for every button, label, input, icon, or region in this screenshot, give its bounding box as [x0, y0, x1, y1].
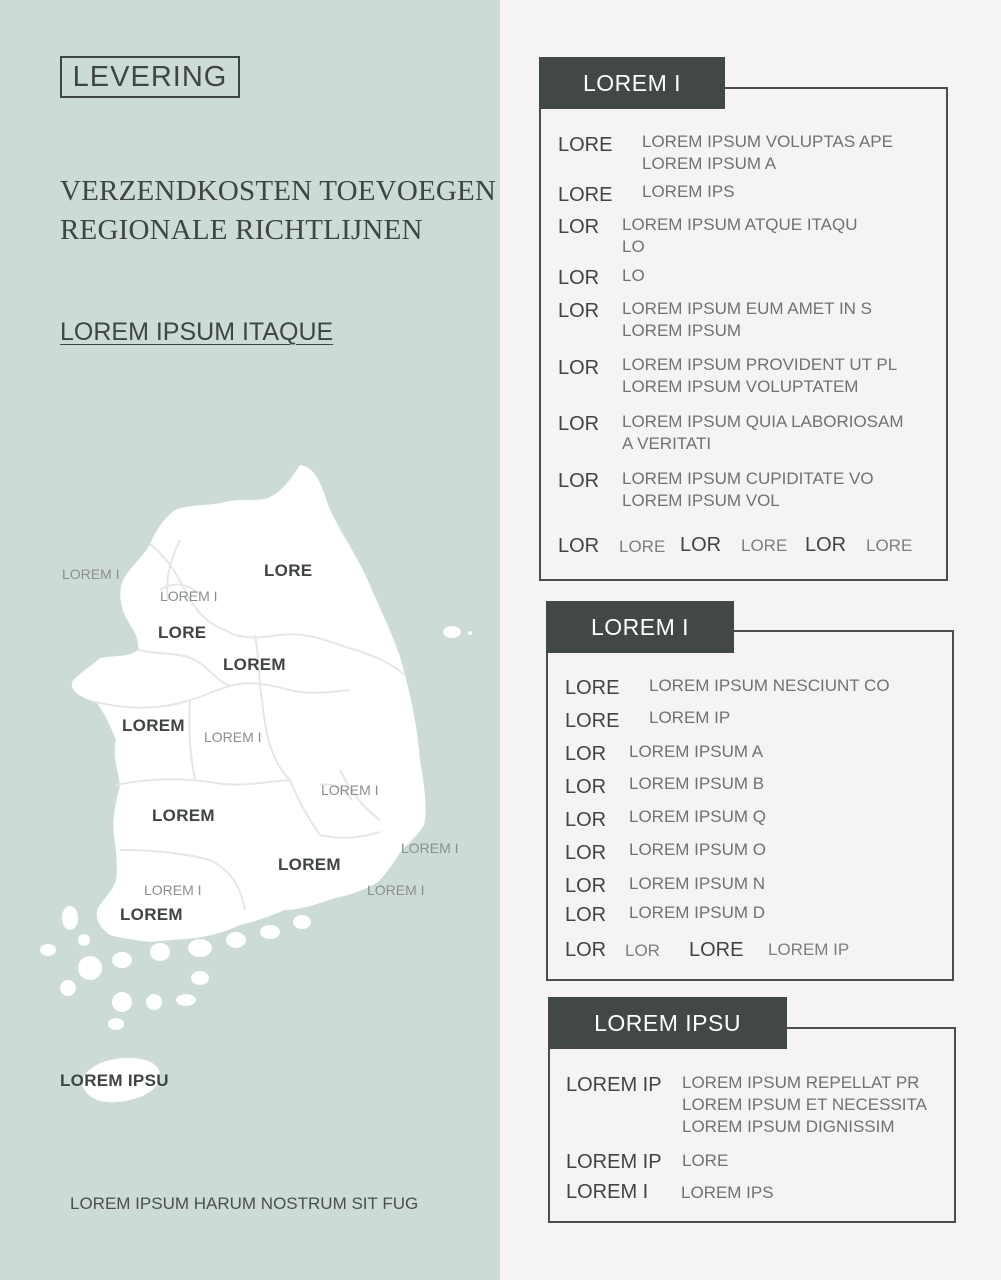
- map-label: LOREM I: [367, 882, 425, 898]
- map-label: LORE: [264, 561, 313, 580]
- row-key: LORE: [565, 710, 620, 732]
- row-value: LO: [622, 237, 645, 256]
- row-value: LOREM IPSUM ATQUE ITAQU: [622, 215, 858, 234]
- row-value: LOREM IPSUM O: [629, 840, 766, 859]
- row-value: LOREM IPSUM DIGNISSIM: [682, 1117, 895, 1136]
- headline-line-2: REGIONALE RICHTLIJNEN: [60, 214, 423, 246]
- row-value: A VERITATI: [622, 434, 712, 453]
- row-value: LOREM IPSUM CUPIDITATE VO: [622, 469, 874, 488]
- row-value: LORE: [741, 536, 788, 555]
- row-key: LOR: [558, 216, 600, 238]
- row-key: LOR: [805, 534, 847, 556]
- map-label: LOREM IPSU: [60, 1071, 169, 1090]
- row-value: LOREM IPSUM REPELLAT PR: [682, 1073, 920, 1092]
- map-label: LOREM I: [321, 782, 379, 798]
- row-value: LOREM IPSUM VOL: [622, 491, 780, 510]
- map-label: LOREM I: [62, 566, 120, 582]
- row-value: LOREM IPSUM NESCIUNT CO: [649, 676, 890, 695]
- row-key: LOREM I: [566, 1181, 649, 1203]
- row-value: LOREM IPSUM: [622, 321, 742, 340]
- card-1-tab: LOREM I: [539, 57, 725, 109]
- row-key: LOR: [565, 743, 607, 765]
- category-tag: LEVERING: [60, 56, 240, 98]
- row-key: LOREM IP: [566, 1151, 662, 1173]
- card-3-tab: LOREM IPSU: [548, 997, 787, 1049]
- row-key: LOR: [558, 470, 600, 492]
- row-key: LOR: [565, 809, 607, 831]
- row-key: LORE: [689, 939, 744, 961]
- row-value: LOREM IPSUM ET NECESSITA: [682, 1095, 927, 1114]
- map-label: LOREM: [223, 655, 286, 674]
- row-key: LORE: [558, 134, 613, 156]
- map-label: LOREM: [278, 855, 341, 874]
- row-value: LOREM IPSUM A: [629, 742, 764, 761]
- row-value: LORE: [866, 536, 913, 555]
- row-value: LOREM IPSUM EUM AMET IN S: [622, 299, 873, 318]
- row-value: LOREM IP: [768, 940, 850, 959]
- headline-line-1: VERZENDKOSTEN TOEVOEGEN: [60, 175, 497, 207]
- map-label: LOREM: [152, 806, 215, 825]
- row-value: LOREM IPSUM A: [642, 154, 777, 173]
- row-value: LOREM IPSUM VOLUPTATEM: [622, 377, 859, 396]
- row-value: LOREM IPS: [681, 1183, 774, 1202]
- row-key: LOR: [565, 875, 607, 897]
- row-value: LOREM IPSUM B: [629, 774, 765, 793]
- map-label: LOREM: [122, 716, 185, 735]
- map-label: LOREM I: [160, 588, 218, 604]
- mainland-shape: [72, 465, 426, 942]
- row-value: LO: [622, 266, 645, 285]
- row-key: LOR: [558, 357, 600, 379]
- row-key: LOR: [565, 939, 607, 961]
- row-value: LOREM IPSUM D: [629, 903, 766, 922]
- footer-note: LOREM IPSUM HARUM NOSTRUM SIT FUG: [70, 1194, 419, 1213]
- row-key: LORE: [558, 184, 613, 206]
- map-label: LOREM I: [144, 882, 202, 898]
- row-value: LOREM IPS: [642, 182, 735, 201]
- row-value: LOREM IPSUM N: [629, 874, 766, 893]
- map-label: LOREM: [120, 905, 183, 924]
- row-key: LOR: [565, 842, 607, 864]
- row-key: LOR: [680, 534, 722, 556]
- row-value: LOR: [625, 941, 660, 960]
- row-key: LOR: [558, 535, 600, 557]
- page-title: [60, 172, 520, 250]
- row-key: LOREM IP: [566, 1074, 662, 1096]
- row-key: LOR: [558, 413, 600, 435]
- row-key: LOR: [558, 267, 600, 289]
- map-shape: [0, 440, 500, 1120]
- row-key: LORE: [565, 677, 620, 699]
- map-label: LOREM I: [401, 840, 459, 856]
- row-value: LOREM IPSUM Q: [629, 807, 766, 826]
- row-key: LOR: [565, 776, 607, 798]
- row-value: LORE: [619, 537, 666, 556]
- row-value: LOREM IPSUM PROVIDENT UT PL: [622, 355, 898, 374]
- row-key: LOR: [565, 904, 607, 926]
- region-map: [0, 440, 500, 1120]
- row-value: LOREM IPSUM QUIA LABORIOSAM: [622, 412, 904, 431]
- row-value: LOREM IPSUM VOLUPTAS APE: [642, 132, 893, 151]
- section-subtitle: LOREM IPSUM ITAQUE: [60, 318, 334, 346]
- map-label: LOREM I: [204, 729, 262, 745]
- row-key: LOR: [558, 300, 600, 322]
- map-label: LORE: [158, 623, 207, 642]
- row-value: LOREM IP: [649, 708, 731, 727]
- row-value: LORE: [682, 1151, 729, 1170]
- card-2-tab: LOREM I: [546, 601, 734, 653]
